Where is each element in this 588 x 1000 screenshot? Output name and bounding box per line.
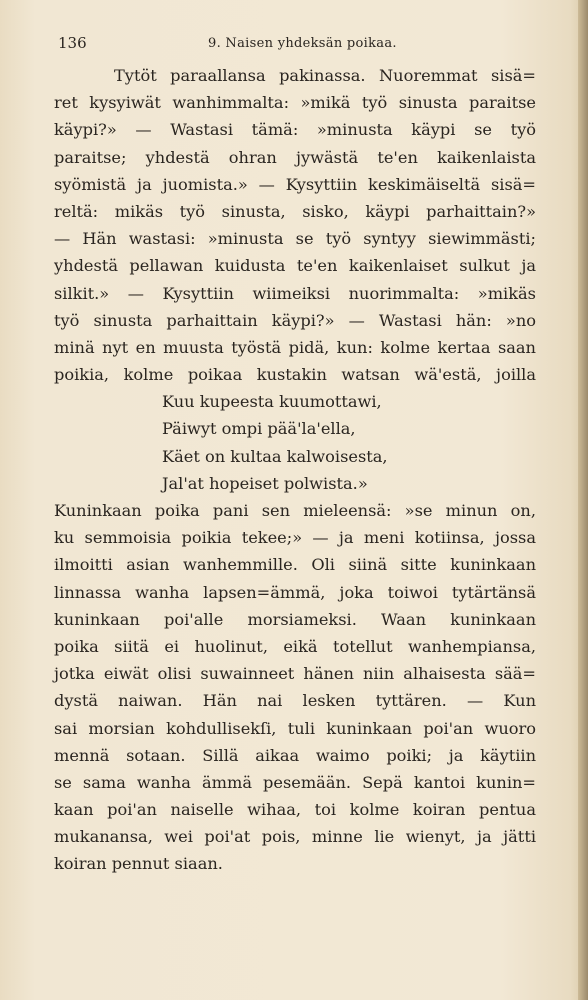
- verse-line: Kuu kupeesta kuumottawi,: [162, 392, 382, 412]
- verse-line: Päiwyt ompi pää'la'ella,: [162, 419, 356, 439]
- text-line: sai morsian kohdullisekſi, tuli kuninkaan poi'an wuoro: [54, 718, 536, 738]
- text-line: linnassa wanha lapsen=ämmä, joka toiwoi tytärtänsä: [54, 582, 536, 602]
- text-line: jotka eiwät olisi suwainneet hänen niin alhaisesta sää=: [54, 664, 536, 684]
- text-line: työ sinusta parhaittain käypi?» — Wastasi hän: »no: [54, 310, 536, 330]
- text-line: Tytöt paraallansa pakinassa. Nuoremmat sisä=: [114, 66, 536, 85]
- text-line: käypi?» — Wastasi tämä: »minusta käypi se työ: [54, 120, 536, 140]
- running-title: 9. Naisen yhdeksän poikaa.: [208, 36, 397, 51]
- text-line: poikia, kolme poikaa kustakin watsan wä'estä, joilla: [54, 365, 536, 385]
- page-number: 136: [58, 34, 87, 52]
- text-line: poika siitä ei huolinut, eikä totellut wanhempiansa,: [54, 636, 536, 656]
- text-line: syömistä ja juomista.» — Kysyttiin keskimäiseltä sisä=: [54, 174, 536, 194]
- text-line: ku semmoisia poikia tekee;» — ja meni kotiinsa, jossa: [54, 528, 536, 548]
- text-line: silkit.» — Kysyttiin wiimeiksi nuorimmalta: »mikäs: [54, 283, 536, 303]
- text-line: minä nyt en muusta työstä pidä, kun: kolme kertaa saan: [54, 337, 536, 357]
- text-line: kaan poi'an naiselle wihaa, toi kolme koiran pentua: [54, 800, 536, 820]
- text-line: kuninkaan poi'alle morsiameksi. Waan kuninkaan: [54, 609, 536, 629]
- verse-line: Käet on kultaa kalwoisesta,: [162, 446, 388, 466]
- text-line: mennä sotaan. Sillä aikaa waimo poiki; ja käytiin: [54, 745, 536, 765]
- text-line: ret kysyiwät wanhimmalta: »mikä työ sinusta paraitse: [54, 93, 536, 113]
- page-gutter: [578, 0, 588, 1000]
- body-text: [54, 62, 536, 878]
- text-line: paraitse; yhdestä ohran jywästä te'en kaikenlaista: [54, 147, 536, 167]
- text-line: koiran pennut siaan.: [54, 854, 223, 874]
- text-line: mukanansa, wei poi'at pois, minne lie wienyt, ja jätti: [54, 827, 536, 847]
- text-line: ilmoitti asian wanhemmille. Oli siinä sitte kuninkaan: [54, 555, 536, 575]
- text-line: Kuninkaan poika pani sen mieleensä: »se minun on,: [54, 501, 536, 520]
- text-line: yhdestä pellawan kuidusta te'en kaikenlaiset sulkut ja: [54, 256, 536, 276]
- verse-line: Jal'at hopeiset polwista.»: [162, 473, 368, 493]
- text-line: reltä: mikäs työ sinusta, sisko, käypi parhaittain?»: [54, 201, 536, 221]
- page-header: [58, 34, 528, 54]
- text-line: se sama wanha ämmä pesemään. Sepä kantoi kunin=: [54, 772, 536, 792]
- text-line: — Hän wastasi: »minusta se työ syntyy siewimmästi;: [54, 229, 536, 249]
- text-line: dystä naiwan. Hän nai lesken tyttären. — Kun: [54, 691, 536, 711]
